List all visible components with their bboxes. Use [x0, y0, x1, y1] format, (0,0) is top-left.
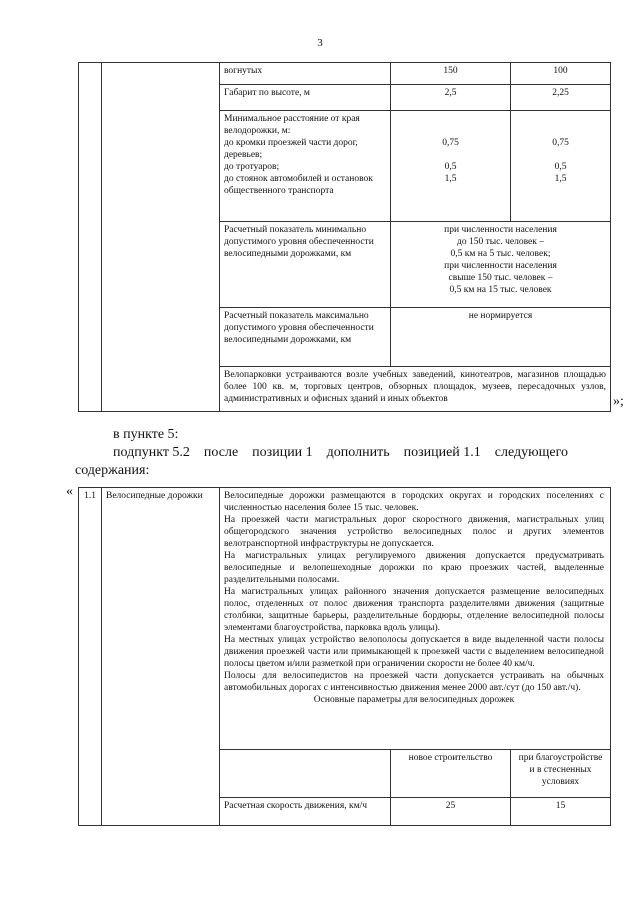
row-label: Габарит по высоте, м: [220, 85, 391, 111]
description-paragraph: На магистральных улицах районного значения допускается размещение велосипедных полос, отделенных от полос движения транспорта разделителями движения (защитные столбики, защитные барьеры, разделительные бордюры, отделение велосипедной полосы элементами благоустройства, парковка вдоль улицы).: [224, 587, 604, 633]
row-merged-value: не нормируется: [391, 308, 611, 367]
description-paragraph: На местных улицах устройство велополосы допускается в виде выделенной части полосы движения проезжей части или примыкающей к проезжей части с выделением велосипедной полосы цветом и/или разметкой при ограничении скорости не более 40 км/ч.: [224, 635, 604, 669]
description-paragraph: Полосы для велосипедистов на проезжей части допускается устраивать на обычных автомобильных дорогах с интенсивностью движения менее 2000 авт./сут (до 150 авт./ч).: [224, 671, 604, 693]
opening-quote: «: [66, 484, 73, 499]
item-number: 1.1: [79, 488, 102, 826]
row-value-2: 2,25: [511, 85, 611, 111]
description-cell: [220, 488, 611, 750]
description-paragraph: На проезжей части магистральных дорог скоростного движения, магистральных улиц общегородского значения устройство велосипедных полос и других элементов велотранспортной инфраструктуры не допускается.: [224, 515, 604, 549]
paragraph-line: в пункте 5:: [113, 427, 179, 442]
row-label: Минимальное расстояние от края велодорожки, м: до кромки проезжей части дорог, деревьев; до тротуаров; до стоянок автомобилей и остановок общественного транспорта: [220, 111, 391, 222]
paragraph-line: содержания:: [75, 463, 150, 478]
row-value-2: 100: [511, 63, 611, 85]
description-paragraph: Велосипедные дорожки размещаются в городских округах и городских поселениях с численностью населения более 15 тыс. человек.: [224, 491, 604, 513]
row-merged-value: при численности населения до 150 тыс. человек – 0,5 км на 5 тыс. человек; при численности населения свыше 150 тыс. человек – 0,5 км на 15 тыс. человек: [391, 222, 611, 308]
paragraph-line: подпункт 5.2 после позиции 1 дополнить позицией 1.1 следующего: [113, 445, 568, 460]
item-name: Велосипедные дорожки: [102, 488, 220, 826]
header-improvement: при благоустройстве и в стесненных условиях: [511, 750, 611, 798]
header-new-construction: новое строительство: [391, 750, 511, 798]
closing-quote: »;: [613, 394, 624, 409]
row-value-1: 25: [391, 798, 511, 826]
num-cell: [79, 63, 102, 412]
row-label: вогнутых: [220, 63, 391, 85]
row-label: Расчетный показатель минимально допустимого уровня обеспеченности велосипедными дорожками, км: [220, 222, 391, 308]
row-label: Расчетный показатель максимально допустимого уровня обеспеченности велосипедными дорожками, км: [220, 308, 391, 367]
row-value-2: 0,75 0,5 1,5: [511, 111, 611, 222]
row-value-1: 0,75 0,5 1,5: [391, 111, 511, 222]
bike-lanes-table: [78, 487, 611, 826]
row-value-2: 15: [511, 798, 611, 826]
row-value-1: 150: [391, 63, 511, 85]
header-blank-cell: [220, 750, 391, 798]
row-label: Расчетная скорость движения, км/ч: [220, 798, 391, 826]
params-title: Основные параметры для велосипедных дорожек: [313, 695, 515, 705]
row-value-1: 2,5: [391, 85, 511, 111]
params-table-continued: [78, 62, 611, 412]
description-paragraph: На магистральных улицах регулируемого движения допускается предусматривать велосипедные и велопешеходные дорожки по краю проезжих частей, выделенные разделительными полосами.: [224, 551, 604, 585]
name-cell: [102, 63, 220, 412]
note-cell: Велопарковки устраиваются возле учебных заведений, кинотеатров, магазинов площадью более 100 кв. м, торговых центров, обзорных площадок, музеев, пересадочных узлов, административных и офисных зданий и иных объектов: [220, 367, 611, 412]
page-number: 3: [317, 37, 323, 49]
